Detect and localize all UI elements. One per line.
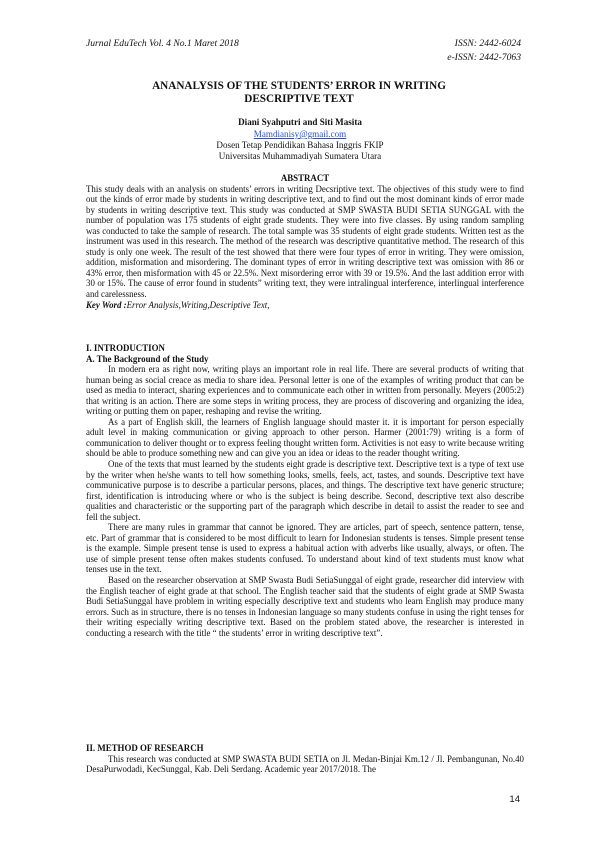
introduction-section — [86, 343, 524, 638]
intro-paragraph-3: One of the texts that must learned by the students eight grade is descriptive text. Descriptive text is a type of text use by the writer when he/she wants to tell how something looks, smells, feels, act, tastes, and sounds. Descriptive text have communicative purpose is to describe a particular persons, places, and things. The descriptive text have generic structure; first, identification is introducing where or who is the subject is being describe. Second, descriptive text also describe qualities and characteristic or the supporting part of the paragraph which describe in detail to assist the reader to see and fell the subject. — [86, 459, 524, 522]
method-section — [86, 743, 524, 775]
intro-paragraph-4: There are many rules in grammar that cannot be ignored. They are articles, part of speech, sentence pattern, tense, etc. Part of grammar that is considered to be most difficult to learn for Indonesian students is tenses. Simple present tense is the example. Simple present tense is used to express a habitual action with adverbs like usually, always, or often. The use of simple present tense often makes students confused. To understand about kind of text students must know what tenses use in the text. — [86, 522, 524, 575]
paper-title — [84, 80, 514, 106]
author-affiliation-1: Dosen Tetap Pendidikan Bahasa Inggris FKIP — [216, 140, 384, 150]
author-email-link[interactable]: Mamdianisy@gmail.com — [253, 129, 347, 139]
keywords-row — [86, 300, 524, 311]
author-names: Diani Syahputri and Siti Masita — [238, 117, 362, 127]
intro-paragraph-1: In modern era as right now, writing plays an important role in real life. There are several products of writing that human being as social creace as media to share idea. Personal letter is one of the examples of writing product that can be used as media to interact, sharing experiences and to communicate each other in written from personally. Meyers (2005:2) that writing is an action. There are some steps in writing process, they are process of discovering and organizing the idea, writing or putting them on paper, reshaping and revise the writing. — [86, 364, 524, 417]
section-heading-introduction: I. INTRODUCTION — [86, 343, 165, 353]
page-number: 14 — [509, 794, 520, 805]
title-line-1: ANANALYSIS OF THE STUDENTS’ ERROR IN WRITING — [152, 80, 446, 92]
issn-label: ISSN: 2442-6024 — [454, 38, 521, 49]
title-line-2: DESCRIPTIVE TEXT — [244, 93, 354, 105]
author-email-row — [100, 129, 500, 140]
method-paragraph-1: This research was conducted at SMP SWASTA BUDI SETIA on Jl. Medan-Binjai Km.12 / Jl. Pembangunan, No.40 DesaPurwodadi, KecSunggal, Kab. Deli Serdang. Academic year 2017/2018. The — [86, 753, 524, 775]
keywords-value: Error Analysis,Writing,Descriptive Text, — [126, 299, 270, 310]
journal-header: Jurnal EduTech Vol. 4 No.1 Maret 2018 — [86, 38, 239, 49]
eissn-label: e-ISSN: 2442-7063 — [447, 52, 521, 63]
intro-paragraph-2: As a part of English skill, the learners of English language should master it. it is important for person especially adult level in making communication or giving approach to other person. Harmer (2001:79) writing is a form of communication to deliver thought or to express feeling thought written form. Activities is not easy to write because writing should be able to produce something new and can give you an idea or ideas to the reader thought writing. — [86, 416, 524, 459]
author-affiliation-2: Universitas Muhammadiyah Sumatera Utara — [218, 151, 382, 161]
abstract-heading: ABSTRACT — [280, 173, 330, 183]
intro-paragraph-5: Based on the researcher observation at SMP Swasta Budi SetiaSunggal of eight grade, researcher did interview with the English teacher of eight grade at that school. The English teacher said that the students of eight grade at SMP Swasta Budi SetiaSunggal have problem in writing especially descriptive text and students who learn English may produce many errors. Such as in structure, there is no tenses in Indonesian language so many students confuse in using the right tenses for their writing especially writing descriptive text. Based on the problem stated above, the researcher is interested in conducting a research with the title “ the students’ error in writing descriptive text”. — [86, 575, 524, 638]
abstract-text: This study deals with an analysis on students’ errors in writing Decsriptive text. The objectives of this study were to find out the kinds of error made by students in writing descriptive text, and to find out the most dominant kinds of error made by students in writing descriptive text. This study was conducted at SMP SWASTA BUDI SETIA SUNGGAL with the number of population was 175 students of eight grade students. They were into five classes. By using random sampling was conducted to take the sample of research. The total sample was 35 students of eight grade students. Written test as the instrument was used in this research. The method of the research was descriptive quantitative method. The research of this study is only one week. The result of the test showed that there were four types of error in writing. They were omission, addition, misformation and misordering. The dominant types of error in writing descriptive text was omission with 86 or 43% error, then misformation with 45 or 22.5%. Next misordering error with 39 or 19.5%. And the last addition error with 30 or 15%. The cause of error found in students” writing text, they were intralingual interference, interlingual interference and carelessness. — [86, 183, 524, 300]
keywords-label: Key Word : — [86, 299, 127, 310]
section-heading-method: II. METHOD OF RESEARCH — [86, 743, 204, 753]
abstract-section — [86, 173, 524, 310]
subsection-heading-background: A. The Background of the Study — [86, 353, 209, 364]
